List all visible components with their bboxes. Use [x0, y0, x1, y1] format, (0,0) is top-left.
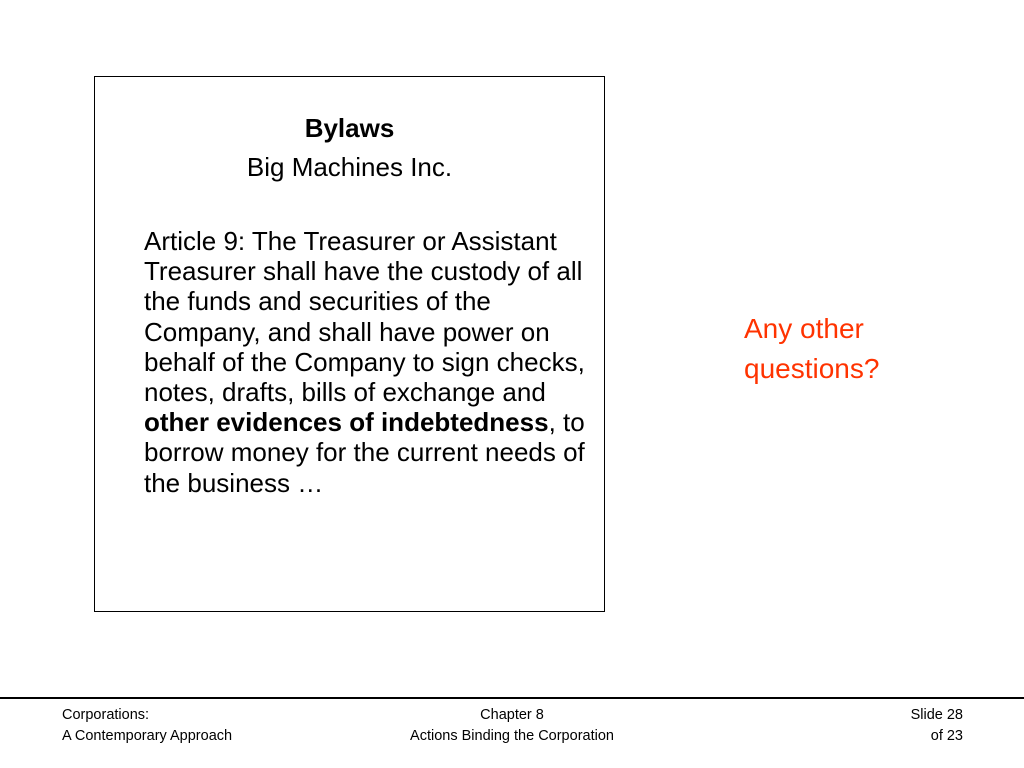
question-line-2: questions?	[744, 353, 880, 384]
article-9-text	[144, 226, 590, 498]
footer-center-line-2: Actions Binding the Corporation	[410, 728, 614, 744]
footer-book-title	[62, 705, 232, 747]
any-other-questions	[744, 309, 964, 389]
company-name: Big Machines Inc.	[246, 152, 453, 182]
footer-left-line-1: Corporations:	[62, 707, 150, 723]
footer-divider	[0, 697, 1024, 699]
question-line-1: Any other	[744, 313, 864, 344]
footer-center-line-1: Chapter 8	[480, 707, 544, 723]
footer-chapter	[372, 705, 652, 747]
footer-slide-number	[911, 705, 963, 747]
footer-left-line-2: A Contemporary Approach	[62, 728, 233, 744]
article-text-before: Article 9: The Treasurer or Assistant Treasurer shall have the custody of all the funds and securities of the Company, and shall have power on behalf of the Company to sign checks, notes, drafts, bills of exchange and	[144, 226, 585, 408]
footer-right-line-2: of 23	[930, 728, 963, 744]
article-text-after: , to borrow money for the current needs of the business …	[144, 407, 585, 498]
footer-right-line-1: Slide 28	[910, 707, 963, 723]
bylaws-title: Bylaws	[304, 113, 395, 143]
article-text-emphasis: other evidences of indebtedness	[144, 407, 549, 438]
